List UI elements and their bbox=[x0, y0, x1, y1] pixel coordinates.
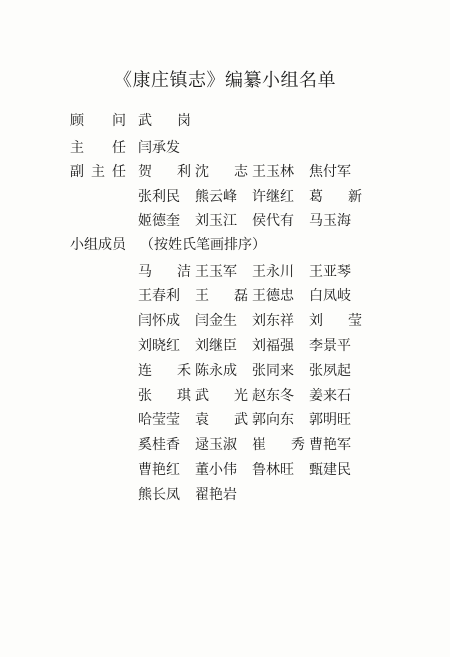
person-name: 逯 玉 淑 bbox=[195, 437, 237, 453]
person-name: 闫 承 发 bbox=[138, 140, 180, 156]
members-row-3 bbox=[138, 310, 366, 330]
deputy-row-2 bbox=[138, 186, 366, 206]
person-name: 连 禾 bbox=[138, 363, 191, 379]
person-name: 曹 艳 红 bbox=[138, 462, 180, 478]
label-char: 顾 bbox=[70, 113, 84, 129]
person-name: 沈 志 bbox=[195, 164, 248, 180]
person-name: 崔 秀 bbox=[252, 437, 305, 453]
person-name: 王 磊 bbox=[195, 288, 248, 304]
person-name: 奚 桂 香 bbox=[138, 437, 180, 453]
members-sort-note: （按姓氏笔画排序） bbox=[140, 237, 266, 253]
person-name: 翟 艳 岩 bbox=[195, 487, 237, 503]
person-name: 王 德 忠 bbox=[252, 288, 294, 304]
label-char: 任 bbox=[112, 164, 126, 180]
person-name: 闫 怀 成 bbox=[138, 313, 180, 329]
person-name: 葛 新 bbox=[309, 189, 362, 205]
person-name: 侯 代 有 bbox=[252, 213, 294, 229]
members-row-4 bbox=[138, 335, 366, 355]
document-title: 《康庄镇志》编纂小组名单 bbox=[114, 70, 336, 91]
person-name: 王 春 利 bbox=[138, 288, 180, 304]
person-name: 刘 莹 bbox=[309, 313, 362, 329]
person-name: 闫 金 生 bbox=[195, 313, 237, 329]
label-char: 主 bbox=[91, 164, 105, 180]
label-char: 问 bbox=[112, 113, 126, 129]
person-name: 郭 向 东 bbox=[252, 412, 294, 428]
person-name: 刘 继 臣 bbox=[195, 338, 237, 354]
person-name: 武 光 bbox=[195, 388, 248, 404]
members-row-5 bbox=[138, 360, 366, 380]
person-name: 姬 德 奎 bbox=[138, 213, 180, 229]
adviser-names bbox=[138, 110, 195, 130]
person-name: 李 景 平 bbox=[309, 338, 351, 354]
members-row-8 bbox=[138, 434, 366, 454]
person-name: 白 凤 岐 bbox=[309, 288, 351, 304]
person-name: 贺 利 bbox=[138, 164, 191, 180]
members-row-6 bbox=[138, 385, 366, 405]
person-name: 张 利 民 bbox=[138, 189, 180, 205]
person-name: 袁 武 bbox=[195, 412, 248, 428]
person-name: 姜 来 石 bbox=[309, 388, 351, 404]
members-row-9 bbox=[138, 459, 366, 479]
label-char: 主 bbox=[70, 140, 84, 156]
person-name: 鲁 林 旺 bbox=[252, 462, 294, 478]
label-char: 任 bbox=[112, 140, 126, 156]
person-name: 王 亚 琴 bbox=[309, 264, 351, 280]
person-name: 张 夙 起 bbox=[309, 363, 351, 379]
members-row-10 bbox=[138, 484, 252, 504]
person-name: 张 琪 bbox=[138, 388, 191, 404]
members-row-1 bbox=[138, 261, 366, 281]
person-name: 熊 长 凤 bbox=[138, 487, 180, 503]
adviser-label bbox=[70, 110, 126, 130]
deputy-row-3 bbox=[138, 210, 366, 230]
person-name: 马 洁 bbox=[138, 264, 191, 280]
person-name: 董 小 伟 bbox=[195, 462, 237, 478]
members-row-2 bbox=[138, 285, 366, 305]
person-name: 马 玉 海 bbox=[309, 213, 351, 229]
director-label bbox=[70, 137, 126, 157]
person-name: 焦 付 军 bbox=[309, 164, 351, 180]
person-name: 武 岗 bbox=[138, 113, 191, 129]
person-name: 郭 明 旺 bbox=[309, 412, 351, 428]
deputy-row-1 bbox=[138, 161, 366, 181]
person-name: 刘 福 强 bbox=[252, 338, 294, 354]
person-name: 王 永 川 bbox=[252, 264, 294, 280]
members-row-7 bbox=[138, 409, 366, 429]
members-label: 小组成员 bbox=[70, 237, 126, 253]
members-heading bbox=[70, 234, 266, 254]
person-name: 王 玉 军 bbox=[195, 264, 237, 280]
person-name: 赵 东 冬 bbox=[252, 388, 294, 404]
deputy-label bbox=[70, 161, 126, 181]
person-name: 刘 玉 江 bbox=[195, 213, 237, 229]
person-name: 甄 建 民 bbox=[309, 462, 351, 478]
person-name: 刘 晓 红 bbox=[138, 338, 180, 354]
person-name: 王 玉 林 bbox=[252, 164, 294, 180]
person-name: 曹 艳 军 bbox=[309, 437, 351, 453]
person-name: 许 继 红 bbox=[252, 189, 294, 205]
label-char: 副 bbox=[70, 164, 84, 180]
person-name: 哈 莹 莹 bbox=[138, 412, 180, 428]
person-name: 张 同 来 bbox=[252, 363, 294, 379]
person-name: 刘 东 祥 bbox=[252, 313, 294, 329]
person-name: 陈 永 成 bbox=[195, 363, 237, 379]
director-names bbox=[138, 137, 195, 157]
person-name: 熊 云 峰 bbox=[195, 189, 237, 205]
